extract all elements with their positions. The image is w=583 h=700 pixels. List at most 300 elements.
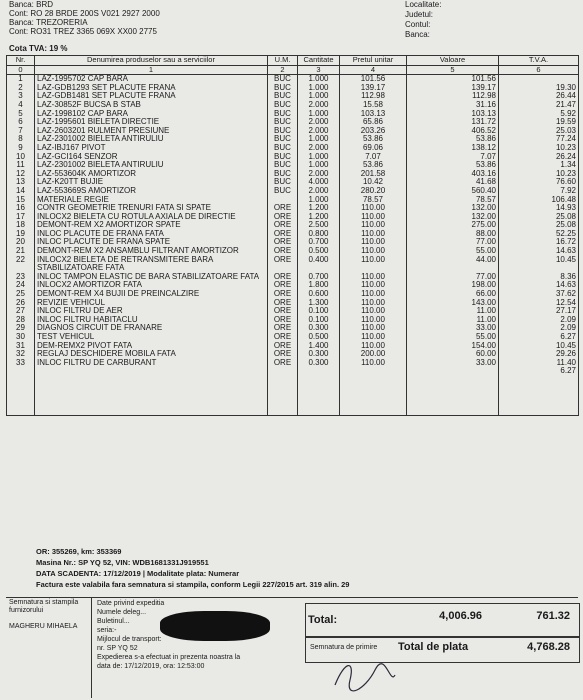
footer-lines-line: Factura este valabila fara semnatura si stampila, conform Legii 227/2015 art. 319 alin. 29 (36, 580, 350, 589)
expedition-line: Expedierea s-a efectuat in prezenta noastra la (97, 654, 241, 661)
cell-nr: 9 (7, 144, 35, 153)
cell-tva: 16.72 (499, 238, 579, 247)
handwritten-signature (330, 655, 400, 695)
cell-qty: 1.000 (298, 196, 340, 205)
table-row (7, 153, 579, 162)
cell-qty: 0.500 (298, 333, 340, 342)
table-row (7, 127, 579, 136)
cell-nr: 20 (7, 238, 35, 247)
cell-desc: INLOCX2 BIELETA DE RETRANSMITERE BARA STABILIZATOARE FATA (35, 256, 268, 273)
table-row (7, 316, 579, 325)
cell-tva: 14.63 (499, 247, 579, 256)
cell-um: BUC (268, 92, 298, 101)
cell-tva: 21.47 (499, 101, 579, 110)
cell-tva: 106.48 (499, 196, 579, 205)
col-header: U.M. (268, 56, 298, 66)
cell-nr: 21 (7, 247, 35, 256)
cell-nr: 3 (7, 92, 35, 101)
cell-val: 77.00 (407, 238, 499, 247)
cell-desc: CONTR GEOMETRIE TRENURI FATA SI SPATE (35, 204, 268, 213)
table-row (7, 204, 579, 213)
header-right-line: Banca: (405, 30, 430, 39)
total-label: Total: (308, 614, 338, 626)
cell-qty: 2.000 (298, 144, 340, 153)
signature-left-line: Semnatura si stampila (9, 599, 79, 606)
header-right-line: Judetul: (405, 10, 434, 19)
cell-val: 101.56 (407, 75, 499, 84)
cell-nr: 8 (7, 135, 35, 144)
cell-um: ORE (268, 307, 298, 316)
cell-desc: TEST VEHICUL (35, 333, 268, 342)
cell-tva (499, 75, 579, 84)
vat-rate: Cota TVA: 19 % (9, 44, 68, 53)
cell-price: 139.17 (340, 84, 407, 93)
cell-price: 101.56 (340, 75, 407, 84)
cell-qty: 2.500 (298, 221, 340, 230)
col-index: 6 (499, 65, 579, 75)
cell-nr: 22 (7, 256, 35, 273)
cell-qty: 1.400 (298, 342, 340, 351)
cell-desc: INLOC TAMPON ELASTIC DE BARA STABILIZATOARE FATA (35, 273, 268, 282)
table-row (7, 178, 579, 187)
cell-um: BUC (268, 135, 298, 144)
cell-nr: 15 (7, 196, 35, 205)
cell-val: 131.72 (407, 118, 499, 127)
cell-price: 7.07 (340, 153, 407, 162)
table-row (7, 238, 579, 247)
table-row (7, 75, 579, 84)
cell-desc: LAZ-K20TT BUJIE (35, 178, 268, 187)
payment-value: 4,768.28 (527, 641, 570, 653)
cell-val: 77.00 (407, 273, 499, 282)
cell-price: 110.00 (340, 256, 407, 273)
cell-tva: 27.17 (499, 307, 579, 316)
cell-val: 403.16 (407, 170, 499, 179)
cell-nr (7, 367, 35, 416)
cell-um: ORE (268, 273, 298, 282)
cell-desc: INLOC PLACUTE DE FRANA FATA (35, 230, 268, 239)
cell-nr: 2 (7, 84, 35, 93)
table-row (7, 247, 579, 256)
header-right-line: Contul: (405, 20, 431, 29)
cell-val: 112.98 (407, 92, 499, 101)
cell-um: ORE (268, 256, 298, 273)
table-row (7, 273, 579, 282)
cell-price: 110.00 (340, 204, 407, 213)
col-index: 2 (268, 65, 298, 75)
cell-price: 110.00 (340, 230, 407, 239)
cell-desc: LAZ-GDB1481 SET PLACUTE FRANA (35, 92, 268, 101)
cell-qty: 0.700 (298, 273, 340, 282)
table-row (7, 290, 579, 299)
cell-desc: LAZ-2301002 BIELETA ANTIRULIU (35, 135, 268, 144)
table-row (7, 256, 579, 273)
cell-um: ORE (268, 204, 298, 213)
cell-val: 88.00 (407, 230, 499, 239)
expedition-line: Date privind expeditia (97, 600, 165, 607)
cell-nr: 33 (7, 359, 35, 368)
cell-um: BUC (268, 84, 298, 93)
cell-tva: 10.23 (499, 170, 579, 179)
cell-nr: 11 (7, 161, 35, 170)
cell-qty: 1.000 (298, 161, 340, 170)
cell-qty: 2.000 (298, 127, 340, 136)
cell-val: 11.00 (407, 307, 499, 316)
table-row (7, 213, 579, 222)
cell-tva: 29.26 (499, 350, 579, 359)
col-header: Nr. (7, 56, 35, 66)
cell-um (268, 367, 298, 416)
cell-nr: 27 (7, 307, 35, 316)
cell-desc: LAZ-GDB1293 SET PLACUTE FRANA (35, 84, 268, 93)
header-left-line: Banca: TREZORERIA (9, 18, 88, 27)
cell-nr: 7 (7, 127, 35, 136)
cell-desc: LAZ-2603201 RULMENT PRESIUNE (35, 127, 268, 136)
cell-tva: 10.45 (499, 342, 579, 351)
cell-val (407, 367, 499, 416)
cell-desc: LAZ-30852F BUCSA B STAB (35, 101, 268, 110)
cell-tva: 26.44 (499, 92, 579, 101)
cell-tva: 19.59 (499, 118, 579, 127)
cell-price: 110.00 (340, 342, 407, 351)
cell-tva: 10.23 (499, 144, 579, 153)
cell-price: 110.00 (340, 290, 407, 299)
cell-nr: 1 (7, 75, 35, 84)
cell-tva: 37.62 (499, 290, 579, 299)
cell-qty: 0.100 (298, 316, 340, 325)
cell-um: BUC (268, 187, 298, 196)
cell-qty: 2.000 (298, 187, 340, 196)
expedition-line: Mijlocul de transport: (97, 636, 162, 643)
cell-tva: 2.09 (499, 324, 579, 333)
cell-val: 66.00 (407, 290, 499, 299)
cell-desc: INLOC FILTRU DE CARBURANT (35, 359, 268, 368)
total-vat: 761.32 (536, 610, 570, 622)
cell-val: 132.00 (407, 204, 499, 213)
cell-nr: 14 (7, 187, 35, 196)
expedition-line: seria:- (97, 627, 117, 634)
cell-um: ORE (268, 299, 298, 308)
header-left-line: Cont: RO 28 BRDE 200S V021 2927 2000 (9, 9, 160, 18)
cell-um: BUC (268, 153, 298, 162)
cell-nr: 12 (7, 170, 35, 179)
cell-qty: 0.400 (298, 256, 340, 273)
invoice-table (6, 55, 579, 416)
col-index: 5 (407, 65, 499, 75)
client-info (405, 0, 441, 40)
cell-val: 78.57 (407, 196, 499, 205)
cell-val: 139.17 (407, 84, 499, 93)
cell-price: 103.13 (340, 110, 407, 119)
cell-price: 53.86 (340, 161, 407, 170)
cell-qty: 0.100 (298, 307, 340, 316)
cell-val: 406.52 (407, 127, 499, 136)
cell-desc: INLOC FILTRU HABITACLU (35, 316, 268, 325)
cell-qty: 1.000 (298, 84, 340, 93)
cell-um: ORE (268, 324, 298, 333)
cell-nr: 19 (7, 230, 35, 239)
expedition-line: Buletinul... (97, 618, 130, 625)
bank-info (9, 0, 160, 36)
cell-desc: DEMONT-REM X2 ANSAMBLU FILTRANT AMORTIZOR (35, 247, 268, 256)
col-header: Valoare (407, 56, 499, 66)
cell-val: 143.00 (407, 299, 499, 308)
col-header: T.V.A. (499, 56, 579, 66)
cell-desc: INLOCX2 BIELETA CU ROTULA AXIALA DE DIRECTIE (35, 213, 268, 222)
cell-val: 55.00 (407, 247, 499, 256)
cell-qty: 0.500 (298, 247, 340, 256)
cell-nr: 18 (7, 221, 35, 230)
cell-desc: INLOC FILTRU DE AER (35, 307, 268, 316)
cell-tva: 14.93 (499, 204, 579, 213)
cell-tva: 19.30 (499, 84, 579, 93)
cell-val: 103.13 (407, 110, 499, 119)
cell-qty: 1.300 (298, 299, 340, 308)
cell-desc: DEM-REMX2 PIVOT FATA (35, 342, 268, 351)
cell-val: 275.00 (407, 221, 499, 230)
col-index: 4 (340, 65, 407, 75)
cell-price: 110.00 (340, 324, 407, 333)
cell-price: 65.86 (340, 118, 407, 127)
col-index: 0 (7, 65, 35, 75)
invoice-footer (36, 546, 349, 590)
header-right-line: Localitate: (405, 0, 442, 9)
table-row (7, 367, 579, 416)
cell-tva: 52.25 (499, 230, 579, 239)
cell-qty: 0.300 (298, 324, 340, 333)
cell-qty: 1.000 (298, 110, 340, 119)
cell-price: 203.26 (340, 127, 407, 136)
cell-tva: 7.92 (499, 187, 579, 196)
cell-price (340, 367, 407, 416)
cell-nr: 16 (7, 204, 35, 213)
cell-um: BUC (268, 118, 298, 127)
footer-lines-line: DATA SCADENTA: 17/12/2019 | Modalitate plata: Numerar (36, 569, 240, 578)
cell-qty: 4.000 (298, 178, 340, 187)
col-header: Pretul unitar (340, 56, 407, 66)
cell-um: ORE (268, 213, 298, 222)
cell-nr: 13 (7, 178, 35, 187)
cell-tva: 10.45 (499, 256, 579, 273)
cell-val: 53.86 (407, 135, 499, 144)
cell-price: 110.00 (340, 221, 407, 230)
total-value: 4,006.96 (439, 610, 482, 622)
receipt-signature-label: Semnatura de primire (310, 644, 378, 651)
cell-val: 11.00 (407, 316, 499, 325)
cell-desc: LAZ-IBJ167 PIVOT (35, 144, 268, 153)
cell-val: 138.12 (407, 144, 499, 153)
signature-left-line: furnizorului (9, 607, 44, 614)
cell-qty: 1.200 (298, 204, 340, 213)
cell-tva: 26.24 (499, 153, 579, 162)
cell-tva: 12.54 (499, 299, 579, 308)
cell-price: 110.00 (340, 238, 407, 247)
cell-um: BUC (268, 110, 298, 119)
col-index: 1 (35, 65, 268, 75)
table-header (7, 56, 579, 66)
cell-price: 110.00 (340, 247, 407, 256)
cell-val: 7.07 (407, 153, 499, 162)
cell-nr: 24 (7, 281, 35, 290)
table-row (7, 333, 579, 342)
cell-price: 78.57 (340, 196, 407, 205)
cell-um: ORE (268, 221, 298, 230)
cell-um: ORE (268, 290, 298, 299)
cell-val: 198.00 (407, 281, 499, 290)
cell-price: 280.20 (340, 187, 407, 196)
col-header: Cantitate (298, 56, 340, 66)
header-left-line: Cont: RO31 TREZ 3365 069X XX00 2775 (9, 27, 157, 36)
table-row (7, 230, 579, 239)
table-row (7, 196, 579, 205)
cell-price: 110.00 (340, 299, 407, 308)
cell-tva: 6.27 (499, 367, 579, 416)
table-row (7, 92, 579, 101)
cell-nr: 26 (7, 299, 35, 308)
cell-qty: 1.000 (298, 92, 340, 101)
cell-qty: 1.800 (298, 281, 340, 290)
cell-price: 53.86 (340, 135, 407, 144)
expedition-line: data de: 17/12/2019, ora: 12:53:00 (97, 663, 205, 670)
cell-nr: 30 (7, 333, 35, 342)
cell-price: 110.00 (340, 273, 407, 282)
cell-desc: LAZ-553669S AMORTIZOR (35, 187, 268, 196)
table-row (7, 359, 579, 368)
cell-price: 110.00 (340, 213, 407, 222)
cell-val: 31.16 (407, 101, 499, 110)
cell-tva: 25.08 (499, 221, 579, 230)
supplier-signature (6, 598, 92, 698)
table-row (7, 324, 579, 333)
cell-tva: 1.34 (499, 161, 579, 170)
cell-um: ORE (268, 230, 298, 239)
table-row (7, 170, 579, 179)
cell-price: 15.58 (340, 101, 407, 110)
cell-nr: 32 (7, 350, 35, 359)
cell-qty: 2.000 (298, 118, 340, 127)
table-row (7, 118, 579, 127)
expedition-line: Numele deleg... (97, 609, 147, 616)
cell-qty: 0.300 (298, 359, 340, 368)
cell-desc: REGLAJ DESCHIDERE MOBILA FATA (35, 350, 268, 359)
cell-tva: 5.92 (499, 110, 579, 119)
header-left-line: Banca: BRD (9, 0, 54, 9)
cell-desc: LAZ-1995702 CAP BARA (35, 75, 268, 84)
col-index: 3 (298, 65, 340, 75)
cell-um: ORE (268, 342, 298, 351)
cell-price: 110.00 (340, 307, 407, 316)
cell-price: 112.98 (340, 92, 407, 101)
expedition-line: nr. SP YQ 52 (97, 645, 138, 652)
cell-nr: 10 (7, 153, 35, 162)
cell-nr: 28 (7, 316, 35, 325)
footer-lines-line: OR: 355269, km: 353369 (36, 547, 122, 556)
cell-desc: LAZ-1995601 BIELETA DIRECTIE (35, 118, 268, 127)
cell-desc: LAZ-2301002 BIELETA ANTIRULIU (35, 161, 268, 170)
cell-val: 53.86 (407, 161, 499, 170)
cell-qty: 0.300 (298, 350, 340, 359)
cell-tva: 77.24 (499, 135, 579, 144)
cell-qty: 1.000 (298, 135, 340, 144)
table-row (7, 281, 579, 290)
cell-um: ORE (268, 238, 298, 247)
cell-tva: 2.09 (499, 316, 579, 325)
cell-price: 69.06 (340, 144, 407, 153)
cell-nr: 23 (7, 273, 35, 282)
cell-um: BUC (268, 127, 298, 136)
table-row (7, 299, 579, 308)
cell-qty: 1.000 (298, 153, 340, 162)
table-row (7, 342, 579, 351)
signature-left-line (9, 615, 88, 623)
cell-tva: 6.27 (499, 333, 579, 342)
cell-tva: 8.36 (499, 273, 579, 282)
table-row (7, 110, 579, 119)
cell-qty: 1.200 (298, 213, 340, 222)
cell-price: 201.58 (340, 170, 407, 179)
cell-um: BUC (268, 178, 298, 187)
cell-nr: 31 (7, 342, 35, 351)
cell-qty: 0.700 (298, 238, 340, 247)
payment-label: Total de plata (398, 641, 469, 653)
cell-tva: 25.08 (499, 213, 579, 222)
cell-price: 110.00 (340, 316, 407, 325)
cell-desc: MATERIALE REGIE (35, 196, 268, 205)
cell-qty: 2.000 (298, 170, 340, 179)
cell-um: ORE (268, 333, 298, 342)
cell-desc (35, 367, 268, 416)
cell-qty: 1.000 (298, 75, 340, 84)
cell-qty: 0.600 (298, 290, 340, 299)
cell-um (268, 196, 298, 205)
cell-nr: 4 (7, 101, 35, 110)
cell-price: 110.00 (340, 359, 407, 368)
cell-val: 132.00 (407, 213, 499, 222)
cell-desc: LAZ-1998102 CAP BARA (35, 110, 268, 119)
cell-desc: DEMONT-REM X2 AMORTIZOR SPATE (35, 221, 268, 230)
table-row (7, 350, 579, 359)
cell-um: BUC (268, 161, 298, 170)
cell-um: BUC (268, 170, 298, 179)
cell-um: BUC (268, 75, 298, 84)
cell-val: 44.00 (407, 256, 499, 273)
cell-desc: INLOC PLACUTE DE FRANA SPATE (35, 238, 268, 247)
redaction-mark (160, 611, 270, 641)
cell-nr: 29 (7, 324, 35, 333)
cell-val: 33.00 (407, 324, 499, 333)
cell-desc: REVIZIE VEHICUL (35, 299, 268, 308)
cell-desc: LAZ-553604K AMORTIZOR (35, 170, 268, 179)
table-row (7, 135, 579, 144)
table-row (7, 161, 579, 170)
cell-nr: 25 (7, 290, 35, 299)
cell-um: ORE (268, 350, 298, 359)
cell-um: ORE (268, 359, 298, 368)
cell-um: ORE (268, 281, 298, 290)
cell-tva: 76.60 (499, 178, 579, 187)
table-row (7, 187, 579, 196)
cell-nr: 5 (7, 110, 35, 119)
table-row (7, 144, 579, 153)
cell-nr: 17 (7, 213, 35, 222)
cell-qty (298, 367, 340, 416)
cell-val: 41.68 (407, 178, 499, 187)
cell-price: 110.00 (340, 333, 407, 342)
cell-val: 60.00 (407, 350, 499, 359)
cell-desc: DIAGNOS CIRCUIT DE FRANARE (35, 324, 268, 333)
cell-um: ORE (268, 247, 298, 256)
cell-nr: 6 (7, 118, 35, 127)
